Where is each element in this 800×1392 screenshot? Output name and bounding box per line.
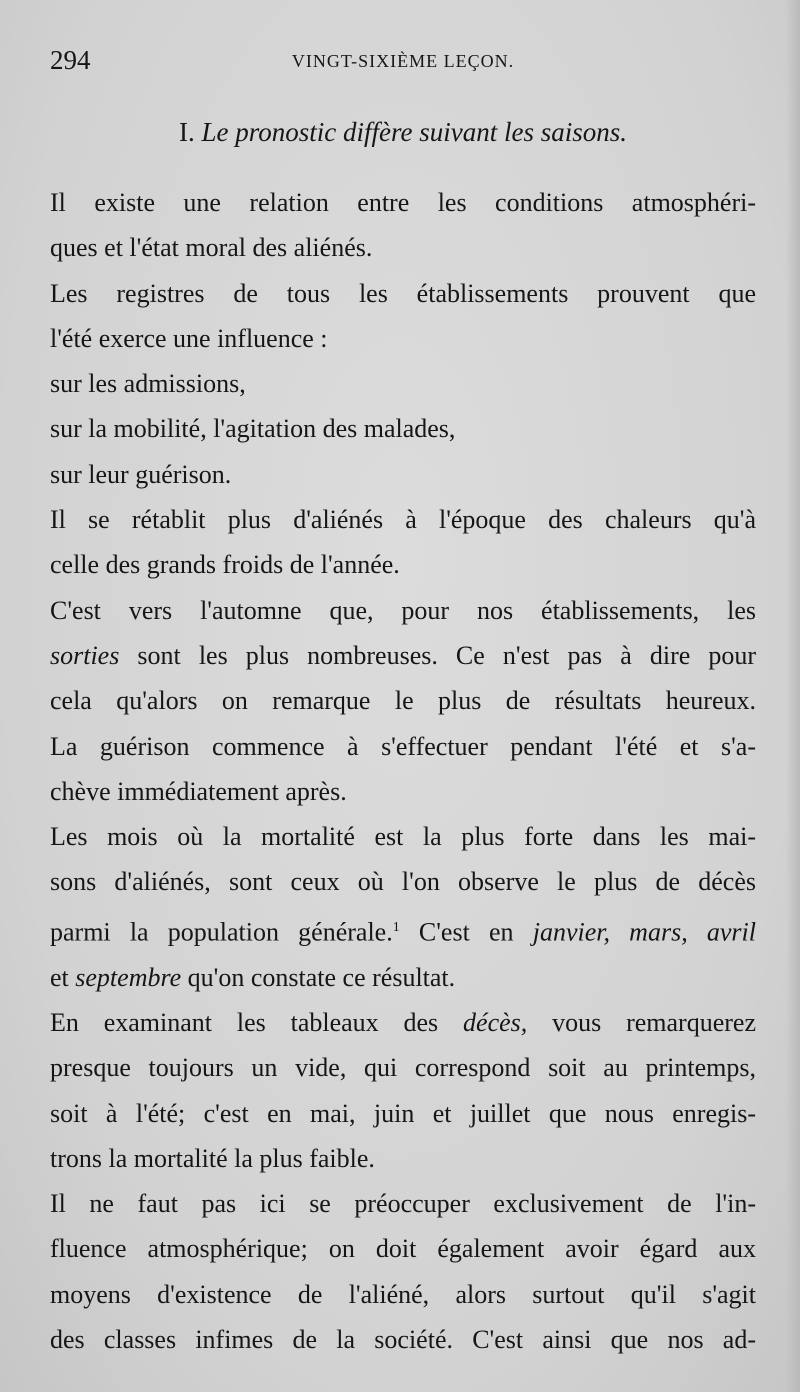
paragraph-5-line-4 [50,955,756,1000]
section-heading [50,112,756,152]
paragraph-5-line-2: sons d'aliénés, sont ceux où l'on observe le plus de décès [50,867,756,897]
paragraph-1-line-1: Il existe une relation entre les conditions atmosphéri- [50,188,756,217]
paragraph-5-line-4-rest: qu'on constate ce résultat. [181,962,456,992]
paragraph-5-line-1: Les mois où la mortalité est la plus forte dans les mai- [50,822,756,852]
list-item-recovery: sur leur guérison. [50,459,232,489]
paragraph-6-line-3: soit à l'été; c'est en mai, juin et juillet que nous enregis- [50,1098,756,1128]
list-item-mobility: sur la mobilité, l'agitation des malades, [50,414,456,444]
paragraph-2-line-2: l'été exerce une influence : [50,323,328,353]
italic-sorties: sorties [50,640,120,670]
paragraph-3-line-1: Il se rétablit plus d'aliénés à l'époque des chaleurs qu'à [50,505,756,535]
paragraph-4-line-2-rest: sont les plus nombreuses. Ce n'est pas à dire pour [119,640,756,670]
paragraph-4-line-2 [50,633,756,678]
paragraph-1-line-2: ques et l'état moral des aliénés. [50,233,373,263]
page-number: 294 [50,45,91,75]
italic-deces: décès, [463,1008,528,1037]
paragraph-4-line-4: La guérison commence à s'effectuer pendant l'été et s'a- [50,731,756,761]
page-header [50,40,756,80]
paragraph-4-line-1: C'est vers l'automne que, pour nos établissements, les [50,595,756,625]
paragraph-2-line-1: Les registres de tous les établissements prouvent que [50,278,756,308]
italic-septembre: septembre [75,962,182,992]
list-item-admissions: sur les admissions, [50,369,246,399]
paragraph-5-line-3-start: parmi la population générale. [50,917,393,947]
paragraph-7-line-3: moyens d'existence de l'aliéné, alors surtout qu'il s'agit [50,1279,756,1309]
paragraph-5-line-4-start: et [50,962,76,992]
italic-months: janvier, mars, avril [532,917,756,947]
paragraph-6-line-1-start: En examinant les tableaux des [50,1008,464,1037]
footnote-marker: 1 [392,919,400,935]
paragraph-3-line-2: celle des grands froids de l'année. [50,550,400,580]
paragraph-6-line-2: presque toujours un vide, qui correspond soit au printemps, [50,1053,756,1083]
body-text [50,180,756,1362]
paragraph-4-line-3: cela qu'alors on remarque le plus de résultats heureux. [50,686,756,716]
paragraph-7-line-1: Il ne faut pas ici se préoccuper exclusivement de l'in- [50,1189,756,1219]
paragraph-6-line-1-rest: vous remarquerez [527,1008,756,1037]
paragraph-5-line-3 [50,905,756,955]
running-title: VINGT-SIXIÈME LEÇON. [291,51,515,71]
paragraph-6-line-4: trons la mortalité la plus faible. [50,1143,375,1173]
section-title: Le pronostic diffère suivant les saisons. [201,117,627,147]
paragraph-5-line-3-mid: C'est en [399,917,533,947]
page-edge-shadow [786,0,800,1392]
paragraph-7-line-4: des classes infimes de la société. C'est ainsi que nos ad- [50,1325,756,1355]
paragraph-6-line-1 [50,1000,756,1045]
paragraph-4-line-5: chève immédiatement après. [50,776,347,806]
section-number: I. [179,117,195,147]
paragraph-7-line-2: fluence atmosphérique; on doit également avoir égard aux [50,1234,756,1264]
